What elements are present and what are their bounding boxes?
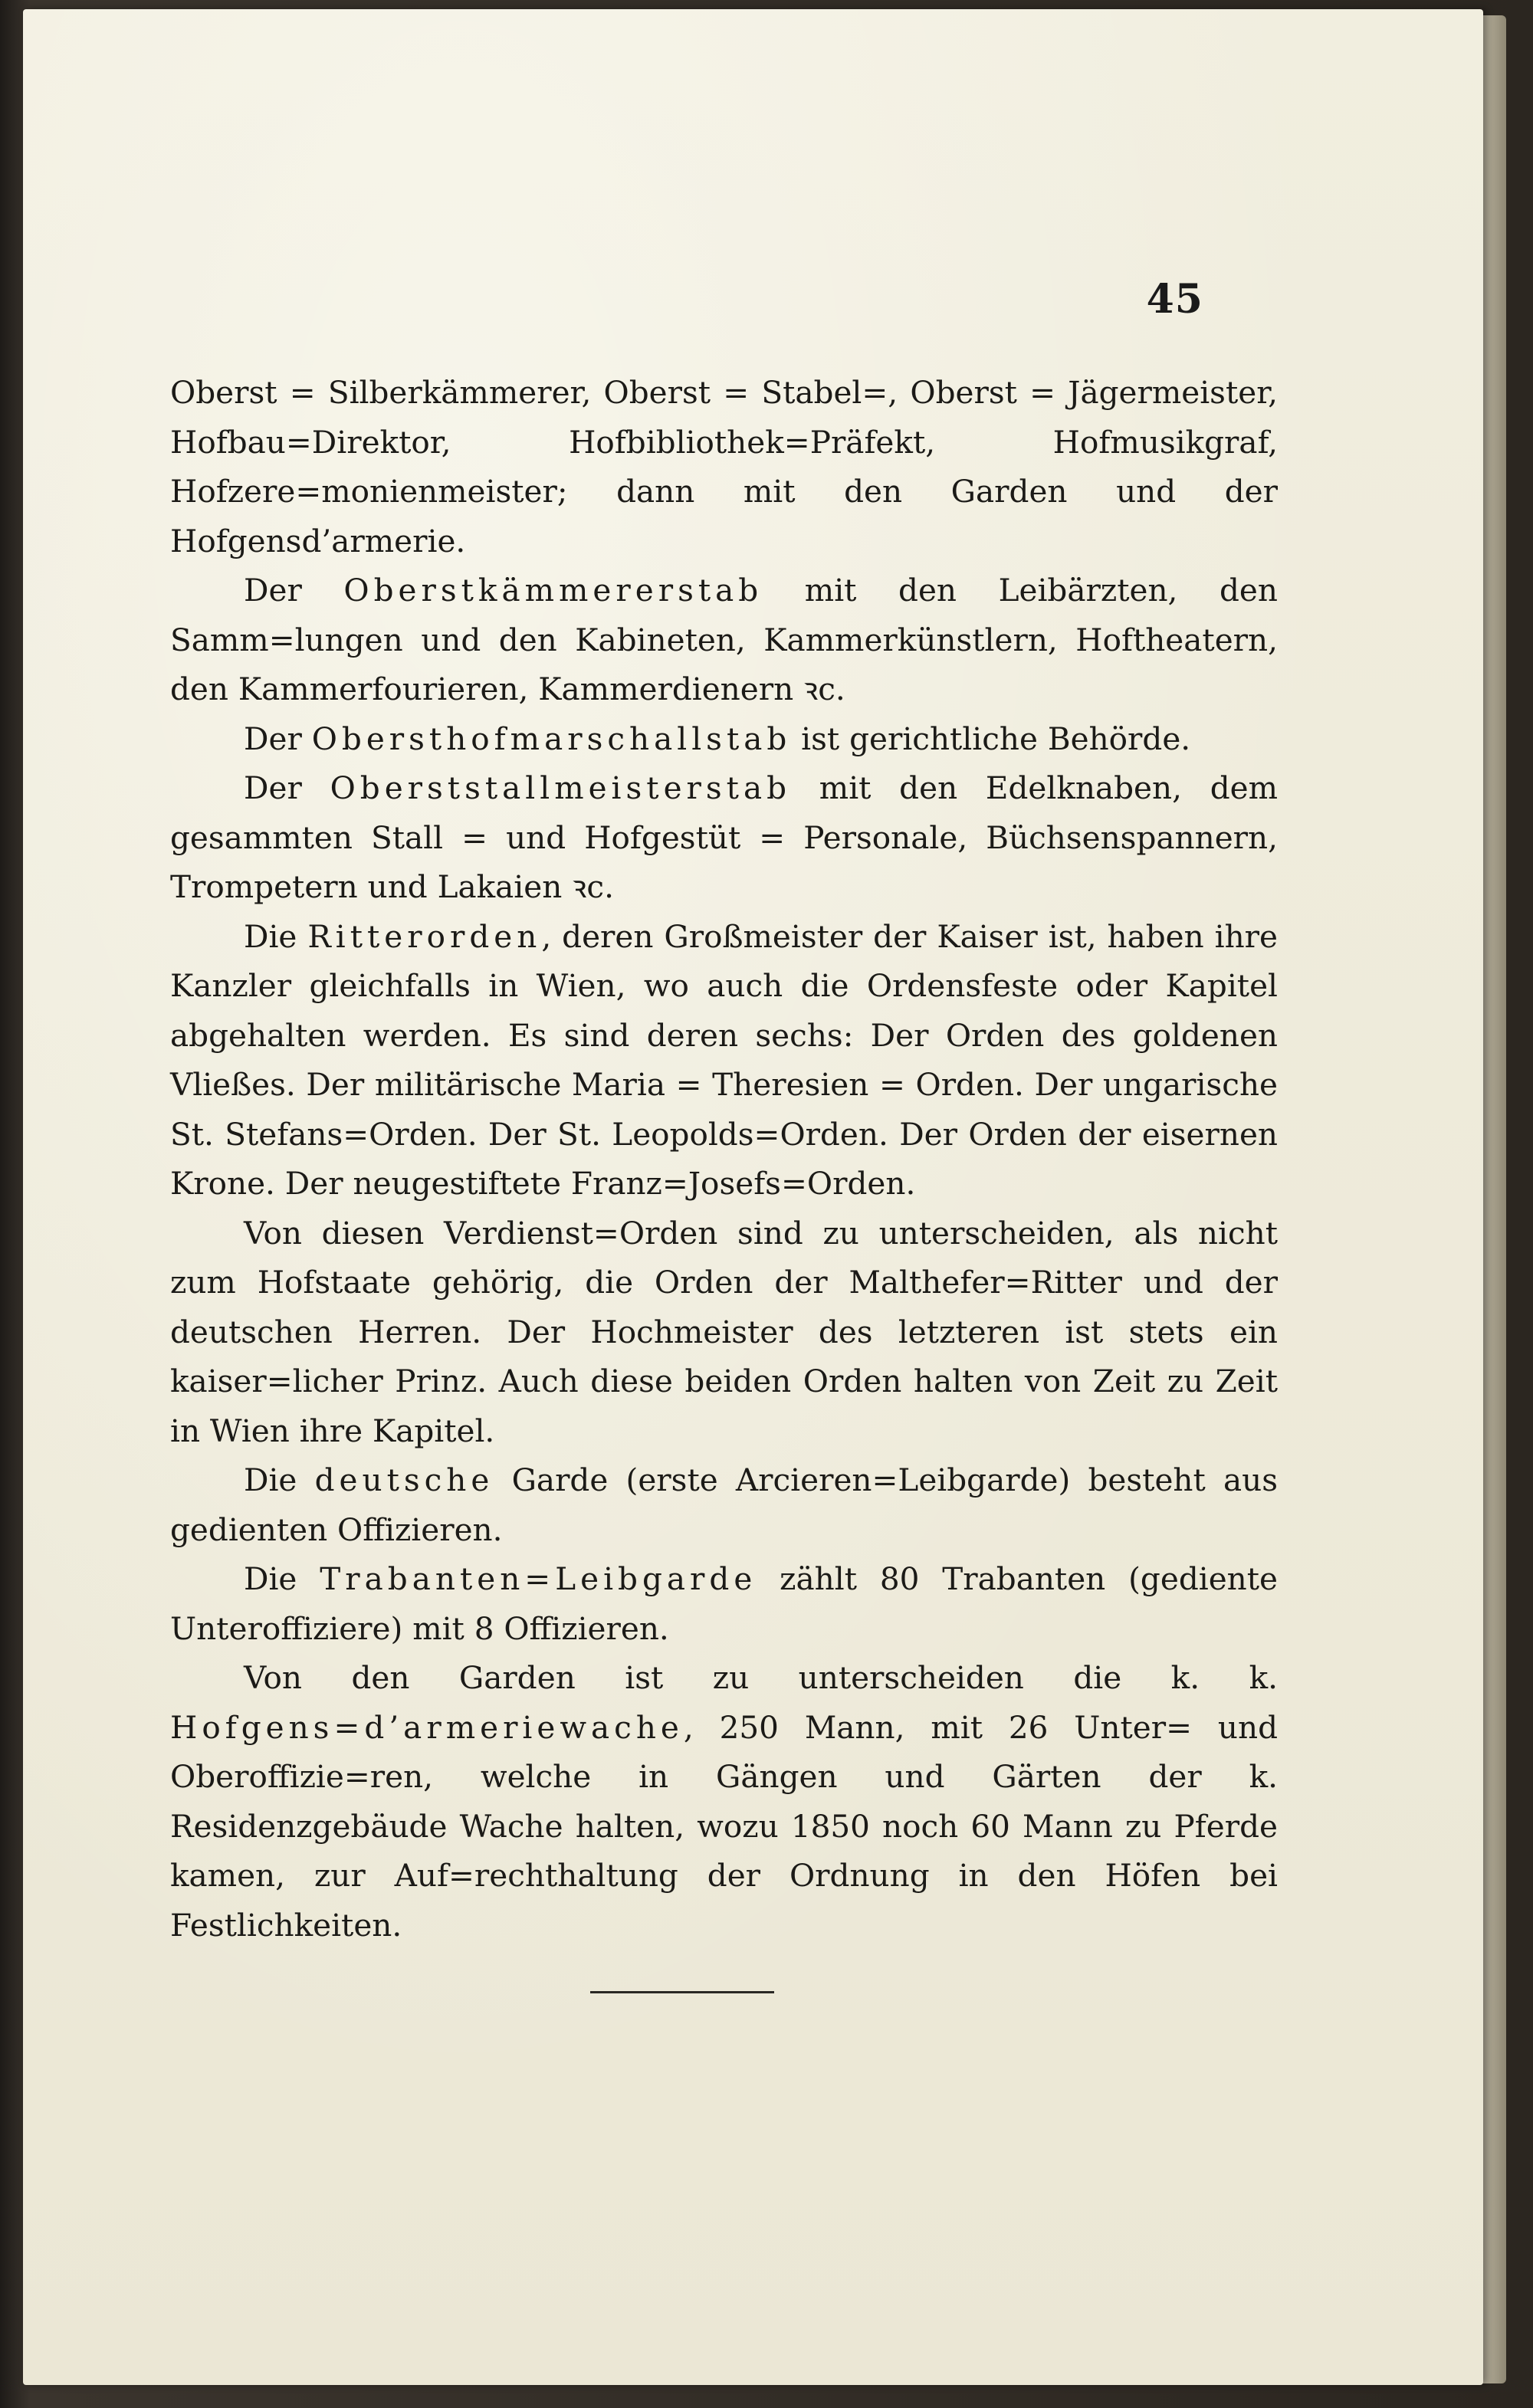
body-text [170,368,1278,1950]
text-segment: ist gerichtliche Behörde. [791,720,1191,757]
paragraph [170,368,1278,566]
spaced-term: deutsche [314,1462,494,1498]
text-segment: , deren Großmeister der Kaiser ist, haben ihre Kanzler gleichfalls in Wien, wo auch die Ordensfeste oder Kapitel abgehalten werden. Es sind deren sechs: Der Orden des goldenen Vließes. Der militärische Maria = Theresien = Orden. Der ungarische St. Stefans=Orden. Der St. Leopolds=Orden. Der Orden der eisernen Krone. Der neugestiftete Franz=Josefs=Orden. [170,917,1278,1202]
text-segment: zählt 80 Trabanten (gediente Unteroffiziere) mit 8 Offizieren. [170,1560,1279,1647]
page-number: 45 [1146,276,1203,323]
paragraph [170,1653,1278,1950]
spaced-term: Oberstkämmererstab [343,572,763,609]
text-segment: , 250 Mann, mit 26 Unter= und Oberoffizie=ren, welche in Gängen und Gärten der k. Residenzgebäude Wache halten, wozu 1850 noch 60 Mann zu Pferde kamen, zur Auf=rechthaltung der Ordnung in den Höfen bei Festlichkeiten. [170,1708,1278,1944]
text-segment: Garde (erste Arcieren=Leibgarde) besteht aus gedienten Offizieren. [170,1462,1278,1548]
text-segment: Von den Garden ist zu unterscheiden die k. k. [244,1659,1278,1696]
text-segment: Der [244,720,312,757]
text-segment: Von diesen Verdienst=Orden sind zu unterscheiden, als nicht zum Hofstaate gehörig, die Orden der Malthefer=Ritter und der deutschen Herren. Der Hochmeister des letzteren ist stets ein kaiser=licher Prinz. Auch diese beiden Orden halten von Zeit zu Zeit in Wien ihre Kapitel. [170,1214,1278,1449]
text-segment: Der [244,572,344,609]
text-segment: Die [244,1560,320,1597]
paragraph [170,912,1278,1209]
paragraph [170,1209,1278,1456]
spaced-term: Trabanten=Leibgarde [320,1560,757,1597]
paragraph [170,714,1278,764]
text-segment: Der [244,769,330,806]
end-rule [590,1991,774,1993]
text-segment: mit den Edelknaben, dem gesammten Stall = und Hofgestüt = Personale, Büchsenspannern, Trompetern und Lakaien ꝛc. [170,769,1278,905]
spaced-term: Oberststallmeisterstab [330,769,792,806]
text-segment: Die [244,917,308,955]
paragraph [170,1554,1278,1653]
spaced-term: Ritterorden [307,917,542,955]
paragraph [170,1455,1278,1554]
text-segment: Die [244,1462,315,1498]
text-segment: Oberst = Silberkämmerer, Oberst = Stabel=, Oberst = Jägermeister, Hofbau=Direktor, Hofbibliothek=Präfekt, Hofmusikgraf, Hofzere=monienmeister; dann mit den Garden und der Hofgensd’armerie. [170,374,1278,559]
text-segment: mit den Leibärzten, den Samm=lungen und den Kabineten, Kammerkünstlern, Hoftheatern, den Kammerfourieren, Kammerdienern ꝛc. [170,572,1278,707]
spaced-term: Obersthofmarschallstab [311,720,792,757]
book-page [23,9,1483,2385]
paragraph [170,763,1278,912]
spaced-term: Hofgens=d’armeriewache [170,1708,684,1746]
paragraph [170,566,1278,714]
